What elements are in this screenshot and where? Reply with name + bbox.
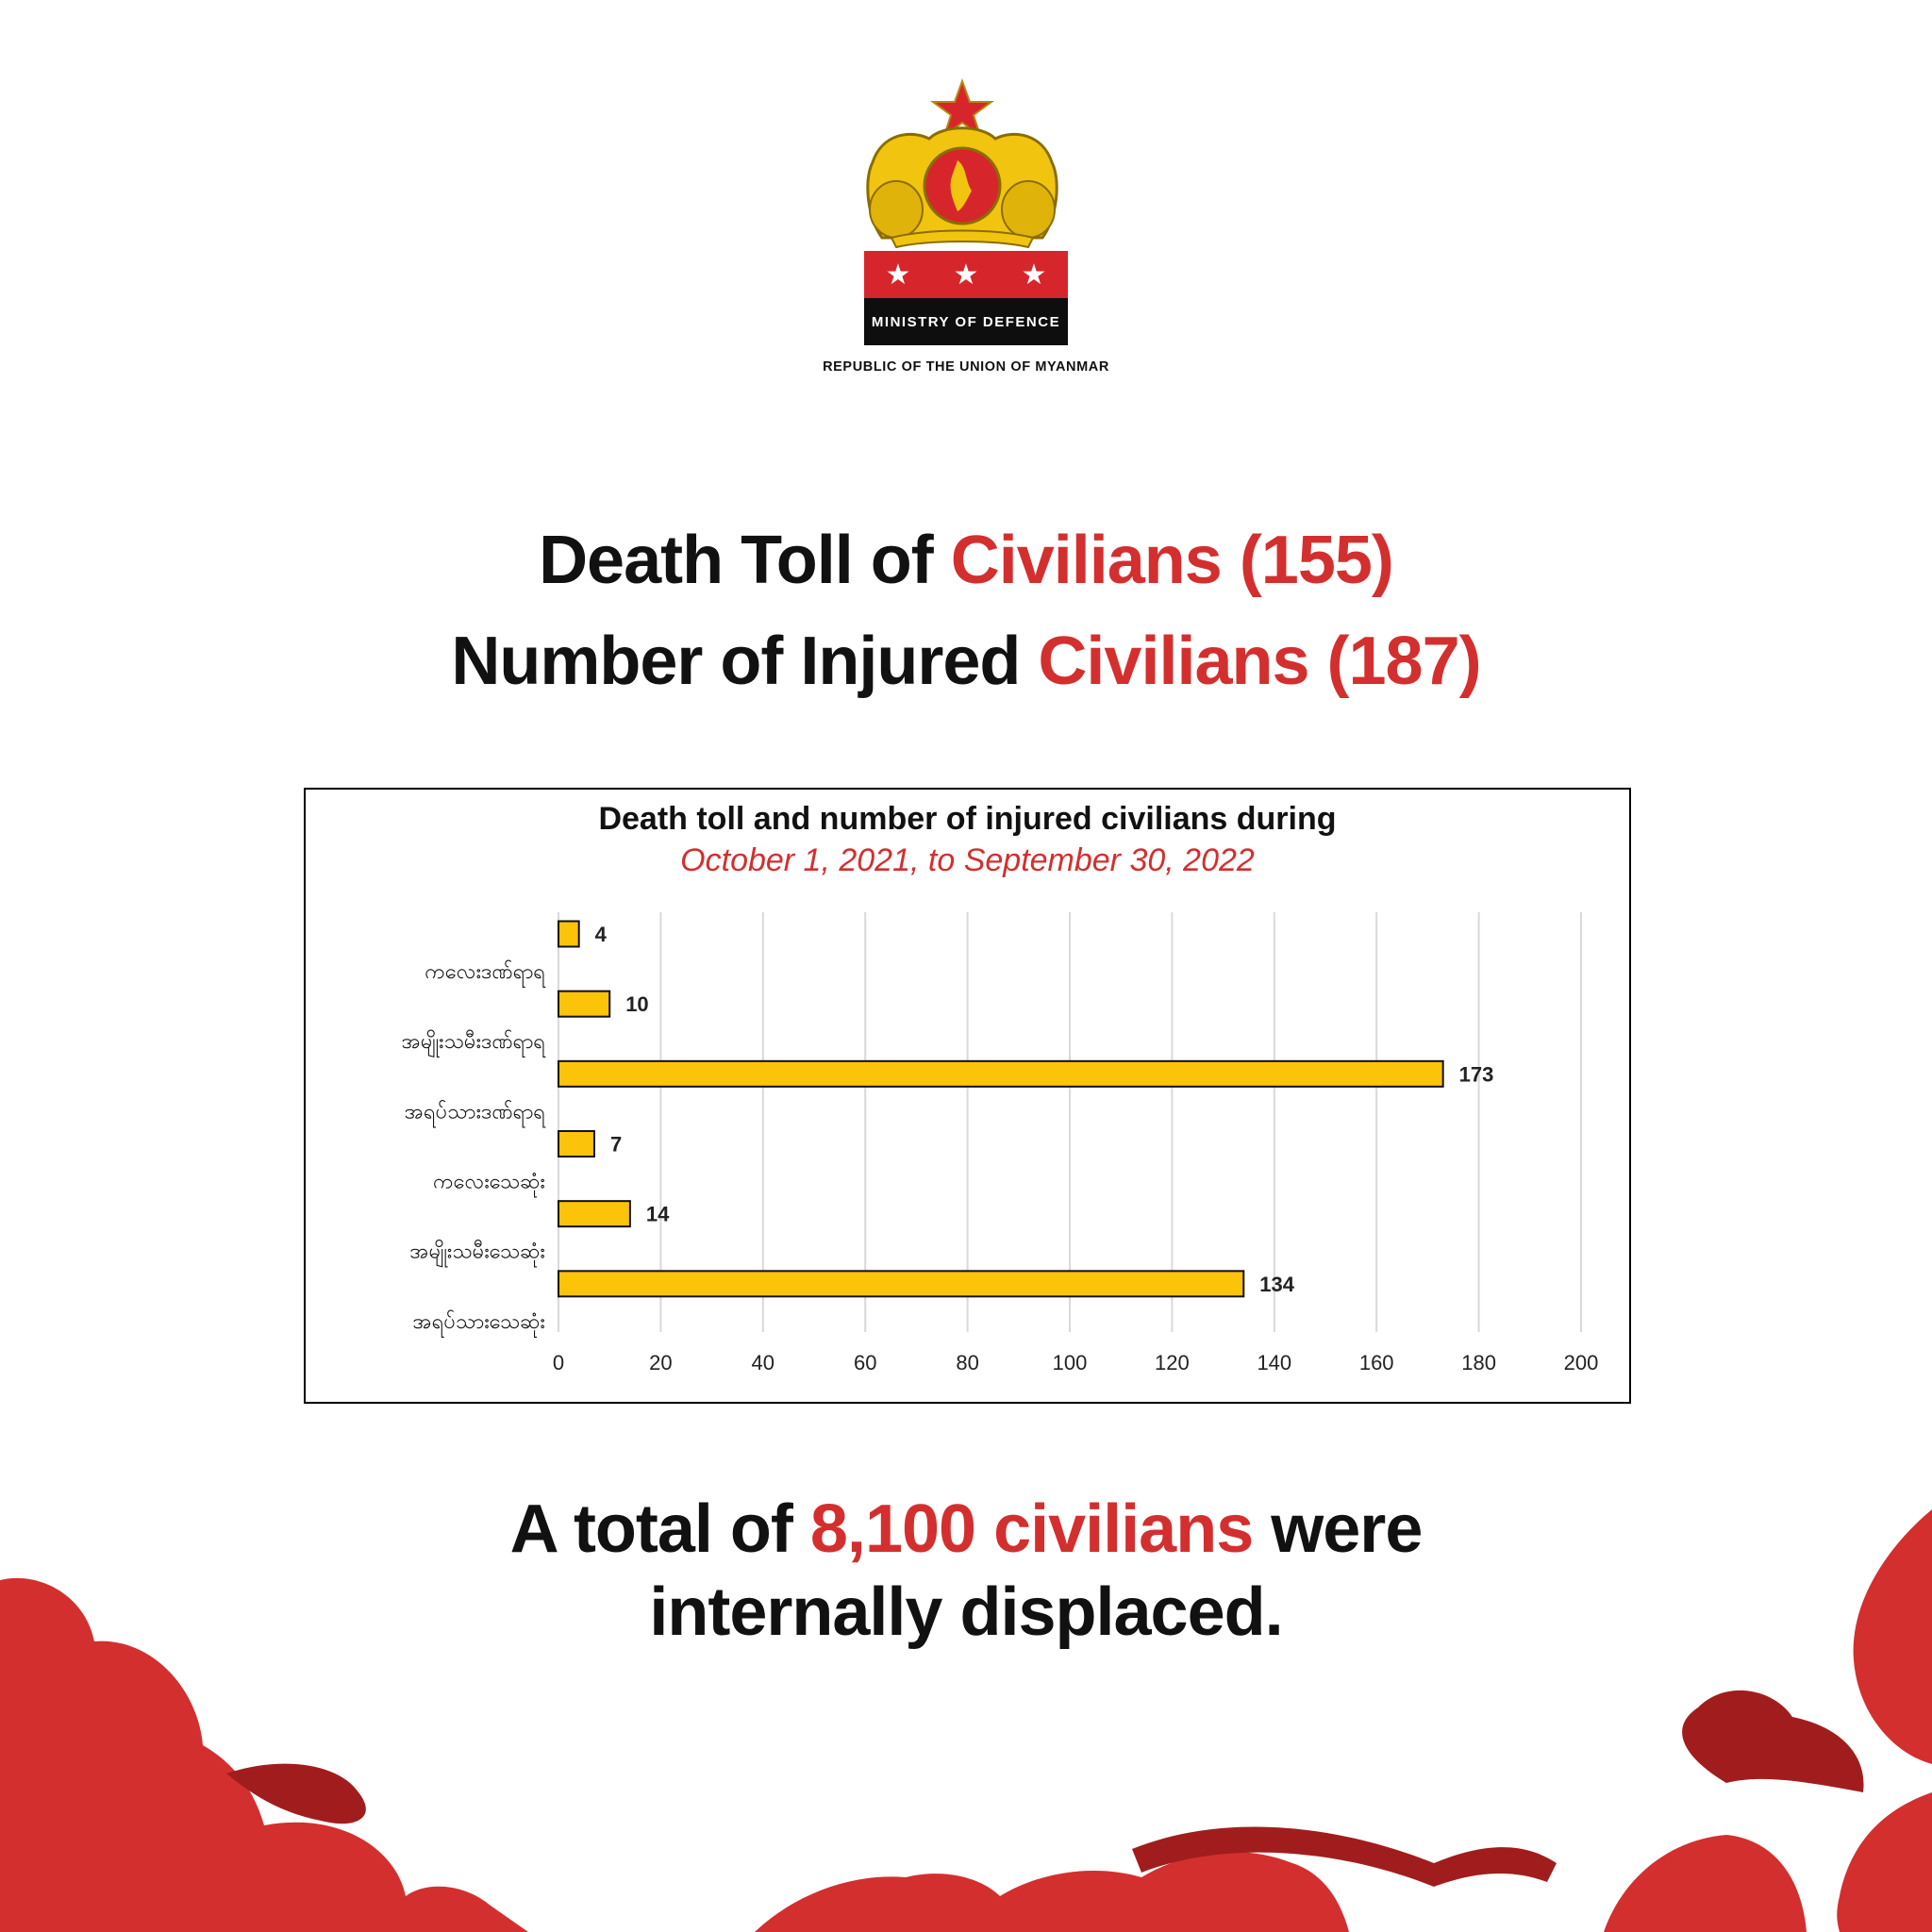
x-tick-label: 160 xyxy=(1358,1351,1394,1374)
headline-injured-text: Number of Injured xyxy=(451,624,1039,699)
category-label: အမျိုးသမီးသေဆုံး xyxy=(409,1240,545,1264)
x-tick-label: 140 xyxy=(1257,1351,1292,1374)
x-tick-label: 60 xyxy=(853,1351,877,1374)
headline-death-toll xyxy=(0,522,1932,599)
chart-subtitle: October 1, 2021, to September 30, 2022 xyxy=(680,842,1255,878)
bar xyxy=(558,922,579,947)
category-label: အမျိုးသမီးဒဏ်ရာရ xyxy=(401,1030,545,1055)
data-label: 134 xyxy=(1259,1272,1294,1296)
footer-text-a: A total of xyxy=(509,1491,810,1567)
footer-displaced-count: 8,100 civilians xyxy=(809,1491,1254,1567)
x-tick-label: 180 xyxy=(1461,1351,1496,1374)
category-label: အရပ်သားဒဏ်ရာရ xyxy=(404,1100,545,1124)
chart-title: Death toll and number of injured civilians during xyxy=(598,801,1337,837)
footer-line-2: internally displaced. xyxy=(649,1574,1283,1650)
data-label: 10 xyxy=(625,992,649,1017)
bar-chart xyxy=(306,790,1628,1401)
x-tick-label: 200 xyxy=(1563,1351,1599,1374)
republic-label: REPUBLIC OF THE UNION OF MYANMAR xyxy=(823,359,1109,375)
footer-line-1 xyxy=(0,1491,1932,1568)
bar xyxy=(558,1201,630,1226)
x-tick-label: 20 xyxy=(649,1351,673,1374)
headline-injured-count: Civilians (187) xyxy=(1038,624,1481,699)
stars-band xyxy=(864,251,1068,298)
ministry-logo-band xyxy=(864,251,1068,345)
star-icon: ★ xyxy=(953,258,979,291)
category-label: အရပ်သားသေဆုံး xyxy=(412,1309,545,1334)
x-tick-label: 100 xyxy=(1052,1351,1088,1374)
bar xyxy=(558,1271,1243,1296)
category-label: ကလေးဒဏ်ရာရ xyxy=(425,960,545,984)
x-tick-label: 80 xyxy=(956,1351,979,1374)
footer-text-b: were xyxy=(1253,1491,1423,1567)
headline-injured xyxy=(0,623,1932,700)
star-icon: ★ xyxy=(1021,258,1047,291)
x-tick-label: 120 xyxy=(1155,1351,1190,1374)
data-label: 173 xyxy=(1458,1062,1494,1087)
bar xyxy=(558,1061,1443,1087)
category-label: ကလေးသေဆုံး xyxy=(433,1170,545,1194)
bar xyxy=(558,1131,594,1157)
x-tick-label: 40 xyxy=(751,1351,775,1374)
data-label: 14 xyxy=(645,1202,670,1226)
star-icon: ★ xyxy=(885,258,911,291)
x-tick-label: 0 xyxy=(552,1351,565,1374)
headline-death-toll-count: Civilians (155) xyxy=(950,523,1393,598)
data-label: 7 xyxy=(609,1132,623,1157)
bar xyxy=(558,991,609,1017)
ministry-label: MINISTRY OF DEFENCE xyxy=(864,298,1068,345)
data-label: 4 xyxy=(594,923,607,946)
chart-panel xyxy=(304,788,1631,1404)
headline-death-toll-text: Death Toll of xyxy=(539,523,951,598)
